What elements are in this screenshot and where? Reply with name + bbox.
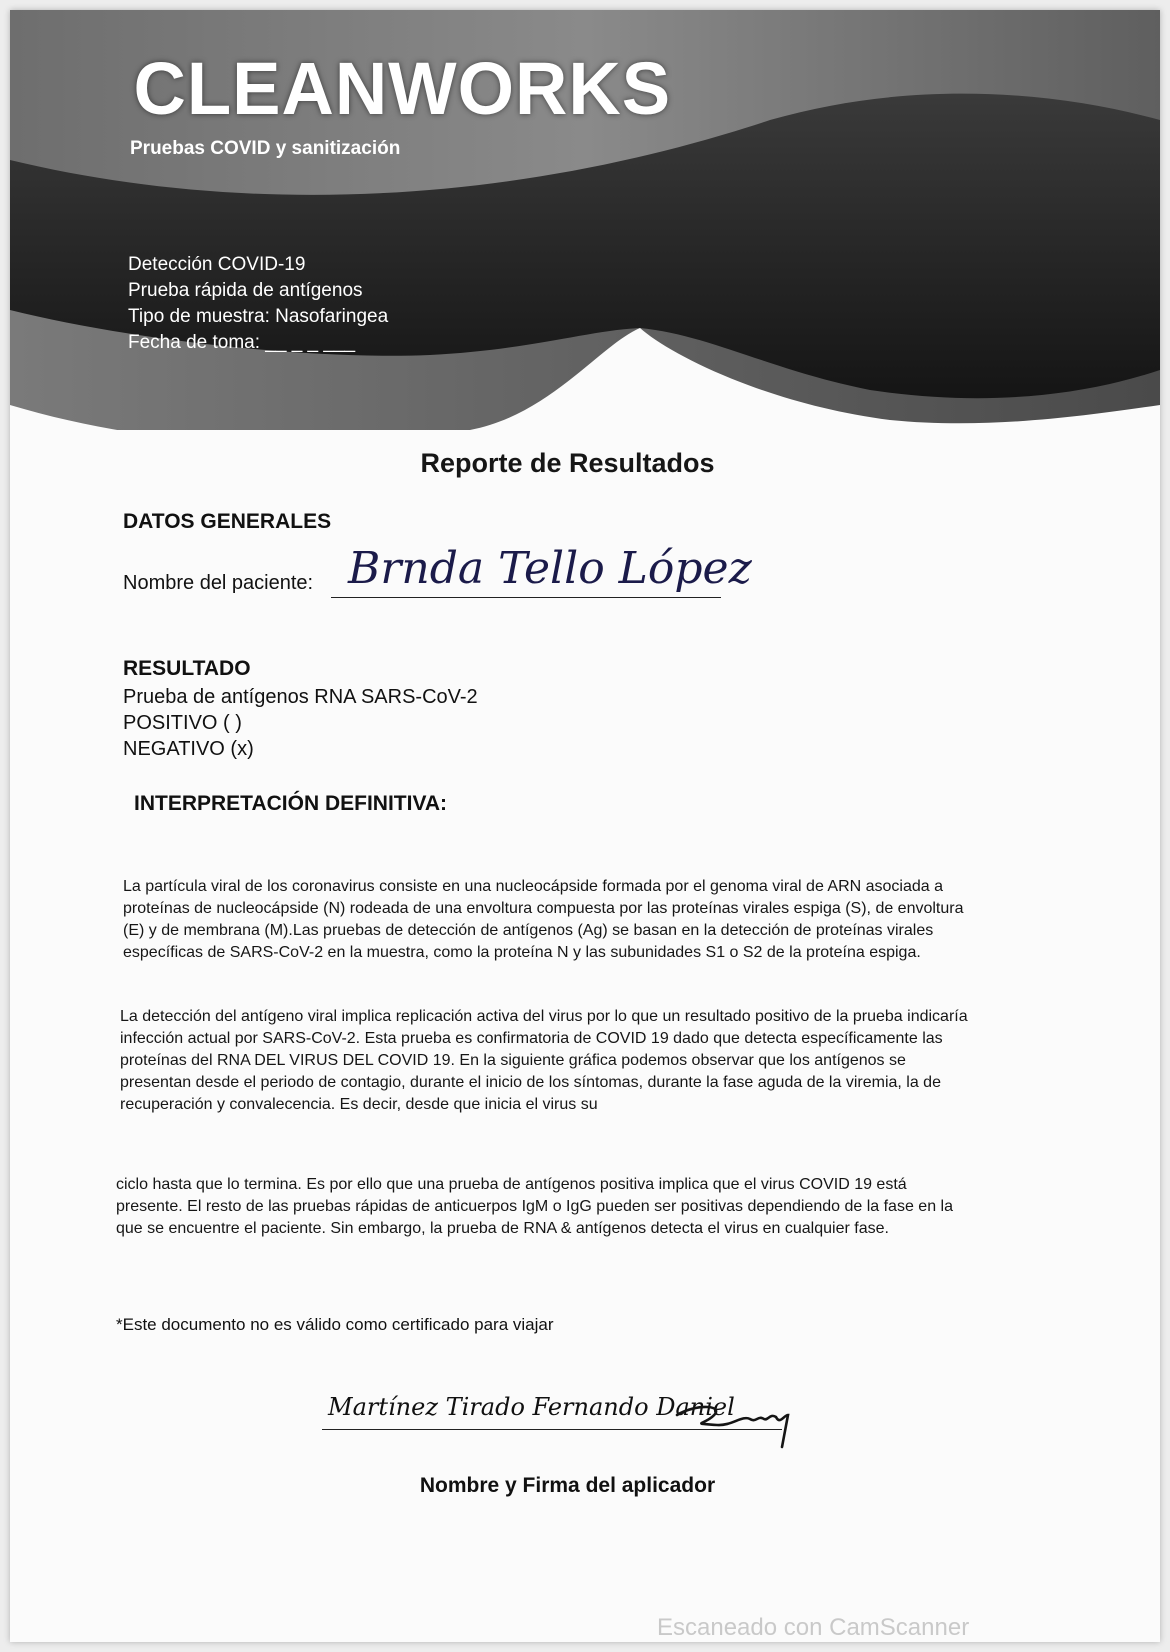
patient-name-label: Nombre del paciente: [123, 572, 314, 594]
general-data-heading: DATOS GENERALES [123, 510, 332, 533]
interpretation-heading: INTERPRETACIÓN DEFINITIVA: [134, 792, 448, 815]
result-block [123, 684, 478, 762]
interpretation-paragraph: La detección del antígeno viral implica replicación activa del virus por lo que un resultado positivo de la prueba indicaría infección actual por SARS-CoV-2. Esta prueba es confirmatoria de COVID 19 dado que detecta específicamente las proteínas del RNA DEL VIRUS DEL COVID 19. En la siguiente gráfica podemos observar que los antígenos se presentan desde el periodo de contagio, durante el inicio de los síntomas, durante la fase aguda de la viremia, la de recuperación y convalecencia. Es decir, desde que inicia el virus su [120, 1008, 968, 1113]
signature-caption: Nombre y Firma del aplicador [419, 1474, 716, 1497]
applicator-handwritten-name: Martínez Tirado Fernando Daniel [328, 1393, 735, 1421]
signature-scribble-icon [672, 1385, 802, 1455]
interpretation-paragraph: ciclo hasta que lo termina. Es por ello que una prueba de antígenos positiva implica que el virus COVID 19 está presente. El resto de las pruebas rápidas de anticuerpos IgM o IgG pueden ser positivas dependiendo de la fase en la que se encuentre el paciente. Sin embargo, la prueba de RNA & antígenos detecta el virus en cualquier fase. [116, 1176, 953, 1237]
travel-disclaimer: *Este documento no es válido como certificado para viajar [116, 1315, 554, 1334]
test-info-line: Tipo de muestra: Nasofaringea [128, 306, 389, 327]
brand-subtitle: Pruebas COVID y sanitización [130, 138, 401, 159]
report-title: Reporte de Resultados [420, 448, 715, 478]
test-info-line: Prueba rápida de antígenos [128, 280, 363, 301]
interpretation-paragraph: La partícula viral de los coronavirus consiste en una nucleocápside formada por el genoma viral de ARN asociada a proteínas de nucleocápside (N) rodeada de una envoltura compuesta por las proteínas virales espiga (S), de envoltura (E) y de membrana (M).Las pruebas de detección de antígenos (Ag) se basan en la detección de proteínas virales específicas de SARS-CoV-2 en la muestra, como la proteína N y las subunidades S1 o S2 de la proteína espiga. [123, 878, 964, 961]
applicator-signature [322, 1385, 842, 1455]
patient-name-underline [331, 597, 721, 598]
positive-option: POSITIVO ( ) [123, 712, 242, 734]
scanned-document [10, 10, 1160, 1642]
result-heading: RESULTADO [123, 657, 251, 680]
negative-option: NEGATIVO (x) [123, 738, 254, 760]
camscanner-watermark: Escaneado con CamScanner [657, 1614, 970, 1641]
test-info [128, 252, 388, 356]
test-name: Prueba de antígenos RNA SARS-CoV-2 [123, 686, 478, 708]
brand-title: CLEANWORKS [133, 47, 672, 130]
patient-name-handwritten: Brnda Tello López [348, 543, 752, 594]
test-info-line: Detección COVID-19 [128, 254, 306, 275]
patient-name-row [123, 543, 752, 607]
test-info-line: Fecha de toma: __ _ _ ___ [128, 332, 356, 353]
